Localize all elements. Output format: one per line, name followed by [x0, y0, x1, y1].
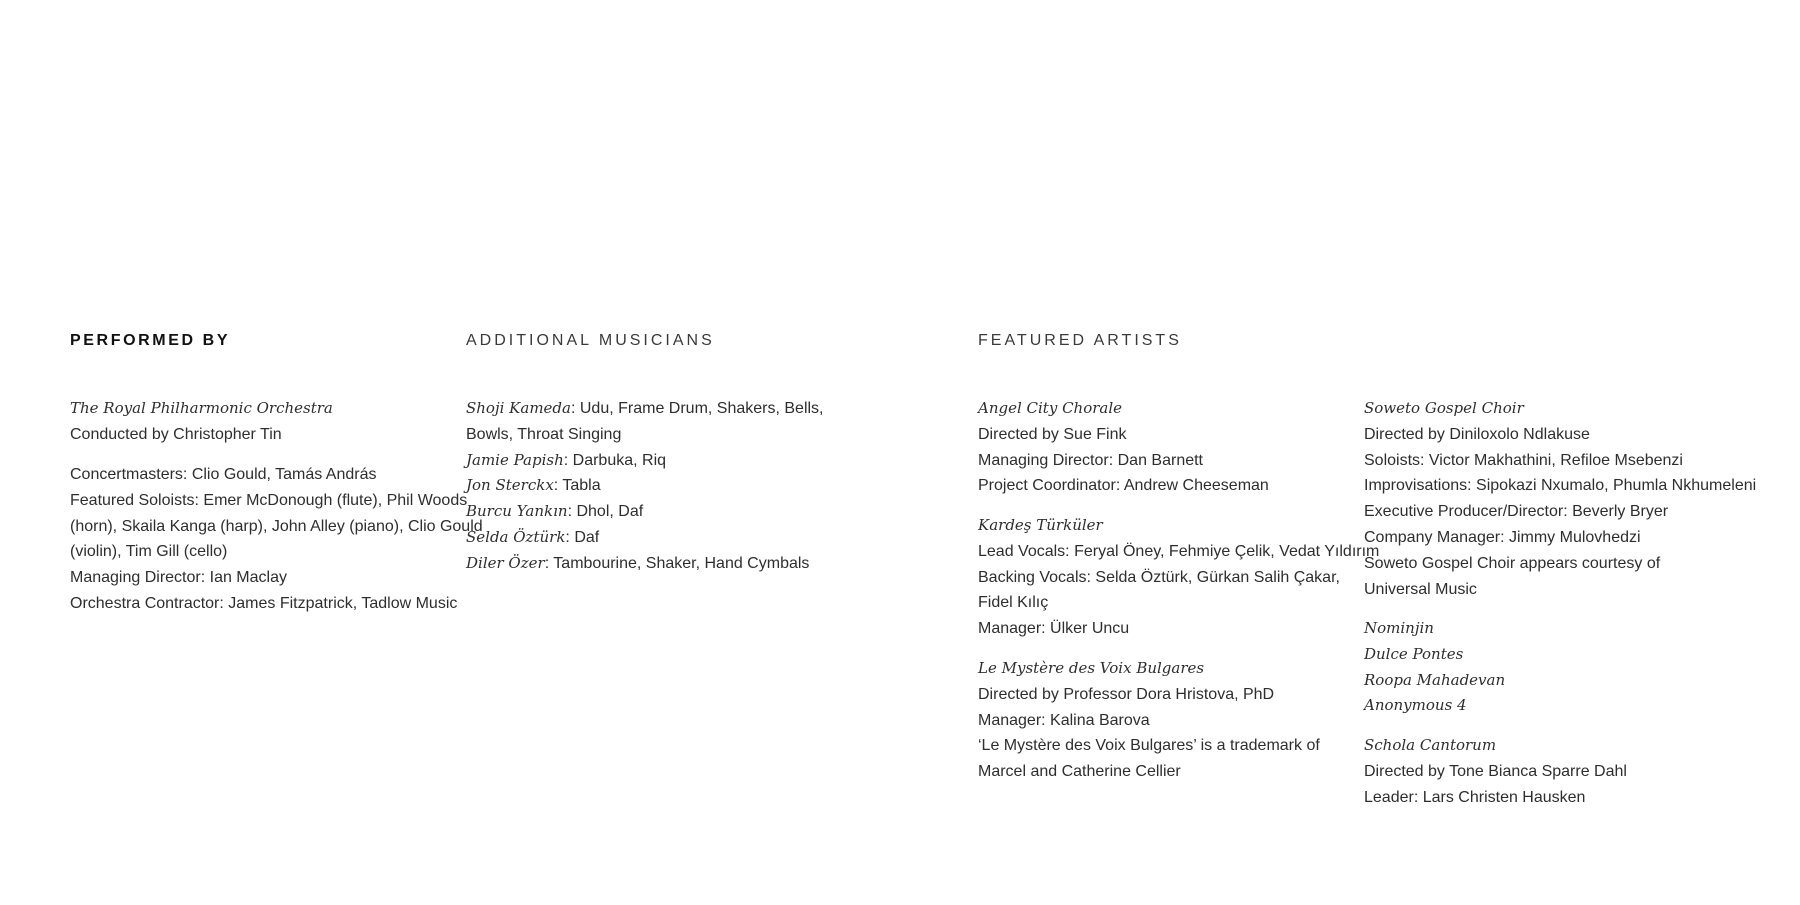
musician-name: Jon Sterckx: [466, 476, 554, 495]
musician-name: Shoji Kameda: [466, 399, 571, 417]
detail-line: Featured Soloists: Emer McDonough (flute), Phil Woods: [70, 491, 468, 509]
artist-detail: ‘Le Mystère des Voix Bulgares’ is a trademark of: [978, 737, 1320, 755]
musician-instruments: : Udu, Frame Drum, Shakers, Bells,: [570, 400, 824, 417]
artist-detail: Backing Vocals: Selda Öztürk, Gürkan Salih Çakar,: [978, 568, 1340, 586]
artist-name: Le Mystère des Voix Bulgares: [978, 659, 1205, 677]
artist-detail: Manager: Kalina Barova: [978, 711, 1150, 729]
artist-detail: Executive Producer/Director: Beverly Bryer: [1364, 503, 1669, 521]
artist-detail: Manager: Ülker Uncu: [978, 620, 1130, 638]
musician-line: [466, 396, 824, 422]
artist-detail: Managing Director: Dan Barnett: [978, 451, 1203, 469]
performed-by-block: [70, 396, 333, 448]
artist-detail: Directed by Diniloxolo Ndlakuse: [1364, 425, 1590, 443]
artist-name: Angel City Chorale: [978, 399, 1123, 417]
detail-line: (horn), Skaila Kanga (harp), John Alley (piano), Clio Gould: [70, 517, 483, 535]
artist-name: Roopa Mahadevan: [1364, 670, 1506, 689]
detail-line: Orchestra Contractor: James Fitzpatrick, Tadlow Music: [70, 594, 458, 612]
musician-line: [466, 551, 824, 577]
musician-line: [466, 525, 824, 551]
musician-name: Selda Öztürk: [466, 527, 566, 546]
artist-name: Soweto Gospel Choir: [1364, 399, 1524, 417]
artist-detail: Directed by Professor Dora Hristova, PhD: [978, 685, 1275, 703]
musician-line: [466, 499, 824, 525]
artist-name: Dulce Pontes: [1364, 644, 1464, 663]
featured-artists-heading: FEATURED ARTISTS: [978, 332, 1182, 349]
musician-line: [466, 473, 824, 499]
artist-name: Anonymous 4: [1364, 696, 1467, 715]
artist-soloists-group: [1364, 616, 1505, 719]
artist-detail: Marcel and Catherine Cellier: [978, 763, 1181, 781]
musician-instruments: : Dhol, Daf: [567, 503, 644, 521]
artist-detail: Directed by Tone Bianca Sparre Dahl: [1364, 762, 1627, 780]
additional-musicians-heading: ADDITIONAL MUSICIANS: [466, 332, 715, 349]
musician-instruments: : Darbuka, Riq: [563, 451, 667, 469]
artist-detail: Company Manager: Jimmy Mulovhedzi: [1364, 528, 1641, 546]
artist-le-mystere: [978, 656, 1320, 785]
performed-by-details: [70, 462, 483, 617]
musician-instruments: Bowls, Throat Singing: [466, 425, 622, 443]
performed-by-heading: PERFORMED BY: [70, 332, 231, 349]
detail-line: (violin), Tim Gill (cello): [70, 543, 228, 561]
musician-name: Diler Özer: [466, 553, 545, 572]
musician-instruments: : Daf: [565, 528, 600, 546]
musician-instruments: : Tambourine, Shaker, Hand Cymbals: [544, 554, 810, 572]
artist-detail: Soweto Gospel Choir appears courtesy of: [1364, 554, 1661, 572]
musician-line: [466, 422, 824, 448]
detail-line: Concertmasters: Clio Gould, Tamás András: [70, 466, 377, 483]
artist-detail: Lead Vocals: Feryal Öney, Fehmiye Çelik, Vedat Yıldırım: [978, 542, 1380, 560]
artist-detail: Universal Music: [1364, 580, 1477, 598]
artist-detail: Leader: Lars Christen Hausken: [1364, 788, 1586, 806]
artist-name: Nominjin: [1364, 619, 1434, 637]
artist-name: Kardeş Türküler: [978, 516, 1103, 534]
orchestra-name: The Royal Philharmonic Orchestra: [70, 399, 333, 417]
artist-schola-cantorum: [1364, 733, 1627, 810]
musician-name: Burcu Yankın: [466, 502, 568, 521]
artist-detail: Project Coordinator: Andrew Cheeseman: [978, 477, 1269, 495]
artist-detail: Improvisations: Sipokazi Nxumalo, Phumla Nkhumeleni: [1364, 477, 1757, 495]
additional-musicians-block: [466, 396, 824, 577]
artist-soweto-gospel-choir: [1364, 396, 1756, 602]
musician-line: [466, 448, 824, 474]
artist-detail: Fidel Kılıç: [978, 594, 1049, 612]
artist-name: Schola Cantorum: [1364, 736, 1497, 754]
artist-detail: Directed by Sue Fink: [978, 425, 1127, 443]
artist-angel-city-chorale: [978, 396, 1269, 499]
artist-detail: Soloists: Victor Makhathini, Refiloe Msebenzi: [1364, 451, 1683, 469]
artist-kardes-turkuler: [978, 513, 1379, 642]
detail-line: Managing Director: Ian Maclay: [70, 569, 287, 587]
musician-name: Jamie Papish: [466, 450, 564, 469]
musician-instruments: : Tabla: [553, 477, 601, 495]
conductor-line: Conducted by Christopher Tin: [70, 425, 282, 443]
